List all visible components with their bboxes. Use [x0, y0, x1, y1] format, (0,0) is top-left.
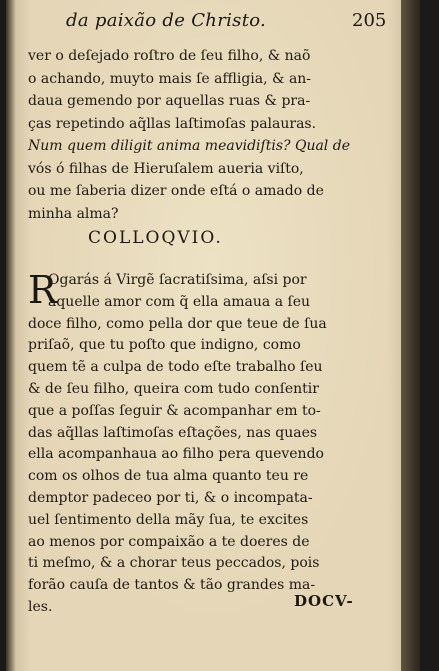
text-line: ou me ſaberia dizer onde eſtá o amado de	[28, 183, 324, 199]
text-line: das aq̃llas laſtimoſas eſtações, nas quaes	[28, 424, 318, 441]
text-line: doce filho, como pella dor que teue de ſua	[28, 315, 327, 332]
text-line: que a poſſas ſeguir & acompanhar em to-	[28, 402, 321, 419]
text-line: com os olhos de tua alma quanto teu re	[28, 468, 309, 485]
section-heading: COLLOQVIO.	[88, 228, 223, 248]
text-line: aquelle amor com q̃ ella amaua a ſeu	[48, 293, 311, 310]
text-line: ver o deſejado roſtro de ſeu filho, & naõ	[28, 48, 311, 64]
text-line: daua gemendo por aquellas ruas & pra-	[28, 93, 311, 109]
running-head: da paixão de Christo.	[66, 10, 267, 31]
text-line: uel ſentimento della mãy ſua, te excites	[28, 511, 309, 528]
text-line: les.	[28, 598, 53, 615]
text-line: priſaõ, que tu poſto que indigno, como	[28, 337, 301, 354]
gutter-shadow	[6, 0, 16, 671]
page-edge	[401, 0, 420, 671]
text-line: minha alma?	[28, 205, 119, 222]
text-line: ella acompanhaua ao filho pera quevendo	[28, 446, 324, 463]
text-line: & de ſeu filho, queira com tudo conſentir	[28, 380, 319, 397]
text-line: ças repetindo aq̃llas laſtimoſas palauras.	[28, 115, 317, 132]
catchword: DOCV-	[294, 592, 354, 610]
paragraph	[28, 45, 358, 225]
text-line: vós ó filhas de Hieruſalem aueria viſto,	[28, 160, 304, 177]
page-number: 205	[352, 10, 387, 31]
text-line: Ogarás á Virgẽ ſacratiſsima, aſsi por	[48, 272, 307, 288]
text-line: o achando, muyto mais ſe affligia, & an-	[28, 70, 312, 87]
text-line: ao menos por compaixão a te doeres de	[28, 533, 310, 550]
drop-cap: R	[28, 268, 57, 312]
colloquio-paragraph	[28, 270, 362, 619]
text-line: forão cauſa de tantos & tão grandes ma-	[28, 577, 316, 594]
text-line: quem tẽ a culpa de todo eſte trabalho ſeu	[28, 359, 323, 376]
latin-quote-line: Num quem diligit anima meavidiſtis? Qual de	[28, 138, 350, 154]
text-line: ti meſmo, & a chorar teus peccados, pois	[28, 555, 320, 572]
text-line: demptor padeceo por ti, & o incompata-	[28, 489, 313, 506]
printed-page	[6, 0, 420, 671]
